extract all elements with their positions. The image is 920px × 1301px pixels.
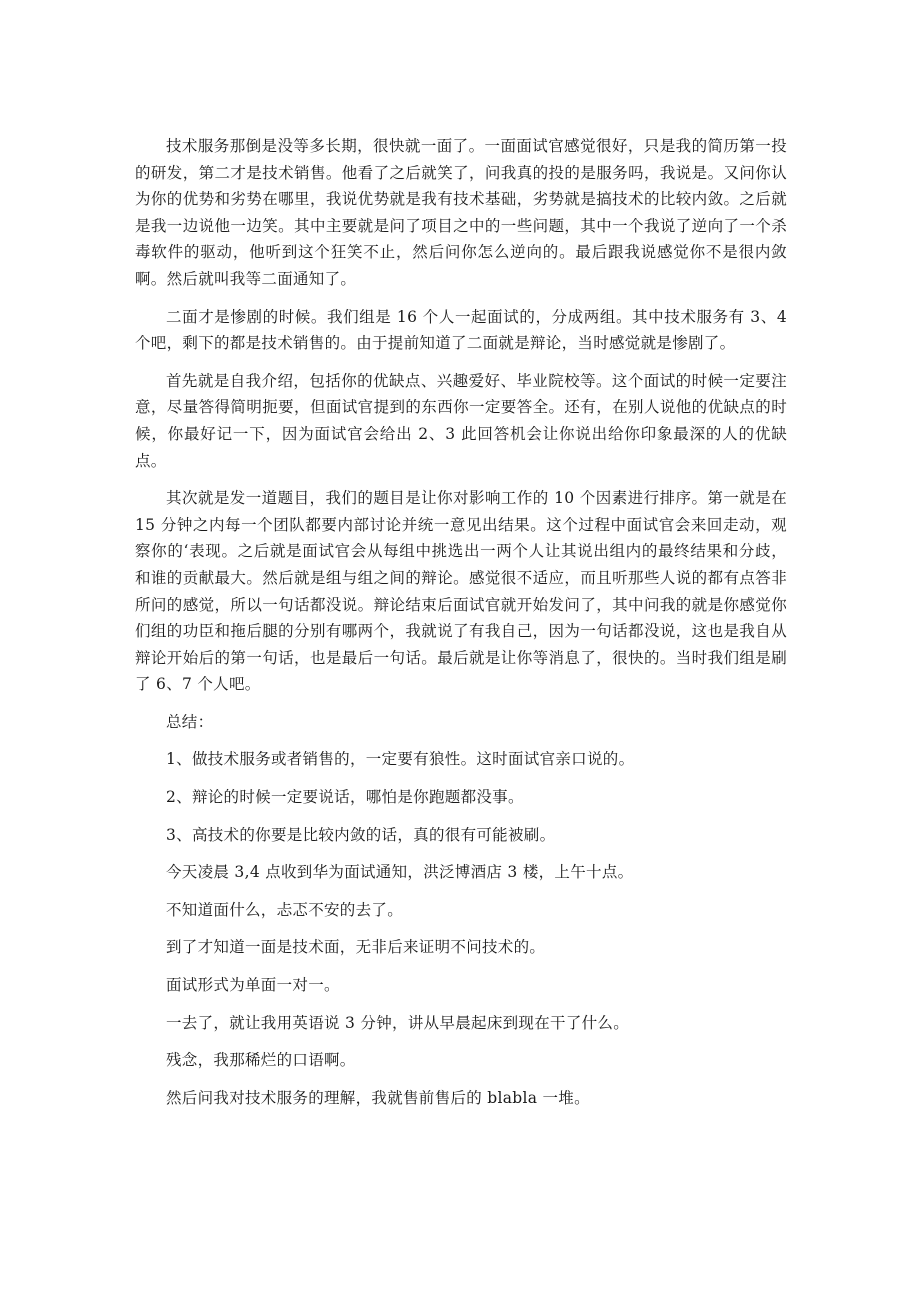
text-line-notification: 今天凌晨 3,4 点收到华为面试通知，洪泛博酒店 3 楼，上午十点。	[166, 863, 634, 882]
document-body	[135, 133, 787, 1122]
paragraph-first-interview: 技术服务那倒是没等多长期，很快就一面了。一面面试官感觉很好，只是我的简历第一投的研发，第二才是技术销售。他看了之后就笑了，问我真的投的是服务吗，我说是。又问你认为你的优势和劣势在哪里，我说优势就是我有技术基础，劣势就是搞技术的比较内敛。之后就是我一边说他一边笑。其中主要就是问了项目之中的一些问题，其中一个我说了逆向了一个杀毒软件的驱动，他听到这个狂笑不止，然后问你怎么逆向的。最后跟我说感觉你不是很内敛啊。然后就叫我等二面通知了。	[135, 137, 787, 288]
summary-item-2: 2、辩论的时候一定要说话，哪怕是你跑题都没事。	[166, 788, 524, 807]
paragraph-debate-task: 其次就是发一道题目，我们的题目是让你对影响工作的 10 个因素进行排序。第一就是在 15 分钟之内每一个团队都要内部讨论并统一意见出结果。这个过程中面试官会来回走动，观察你的‘表现。之后就是面试官会从每组中挑选出一两个人让其说出组内的最终结果和分歧，和谁的贡献最大。然后就是组与组之间的辩论。感觉很不适应，而且听那些人说的都有点答非所问的感觉，所以一句话都没说。辩论结束后面试官就开始发问了，其中问我的就是你感觉你们组的功臣和拖后腿的分别有哪两个，我就说了有我自己，因为一句话都没说，这也是我自从辩论开始后的第一句话，也是最后一句话。最后就是让你等消息了，很快的。当时我们组是刷了 6、7 个人吧。	[135, 489, 787, 694]
paragraph-second-interview: 二面才是惨剧的时候。我们组是 16 个人一起面试的，分成两组。其中技术服务有 3、4 个吧，剩下的都是技术销售的。由于提前知道了二面就是辩论，当时感觉就是惨剧了。	[135, 307, 787, 353]
text-line-english: 一去了，就让我用英语说 3 分钟，讲从早晨起床到现在干了什么。	[166, 1013, 630, 1032]
summary-item-1: 1、做技术服务或者销售的，一定要有狼性。这时面试官亲口说的。	[166, 750, 635, 769]
paragraph-self-introduction: 首先就是自我介绍，包括你的优缺点、兴趣爱好、毕业院校等。这个面试的时候一定要注意，尽量答得简明扼要，但面试官提到的东西你一定要答全。还有，在别人说他的优缺点的时候，你最好记一下，因为面试官会给出 2、3 此回答机会让你说出给你印象最深的人的优缺点。	[135, 371, 787, 470]
text-line-technical-interview: 到了才知道一面是技术面，无非后来证明不问技术的。	[166, 938, 546, 957]
text-line-oral-english: 残念，我那稀烂的口语啊。	[166, 1051, 356, 1070]
text-line-format: 面试形式为单面一对一。	[166, 976, 340, 995]
text-line-tech-service: 然后问我对技术服务的理解，我就售前售后的 blabla 一堆。	[166, 1088, 590, 1107]
summary-item-3: 3、高技术的你要是比较内敛的话，真的很有可能被刷。	[166, 825, 556, 844]
text-line-nervous: 不知道面什么，忐忑不安的去了。	[166, 900, 404, 919]
summary-heading: 总结：	[166, 712, 214, 731]
